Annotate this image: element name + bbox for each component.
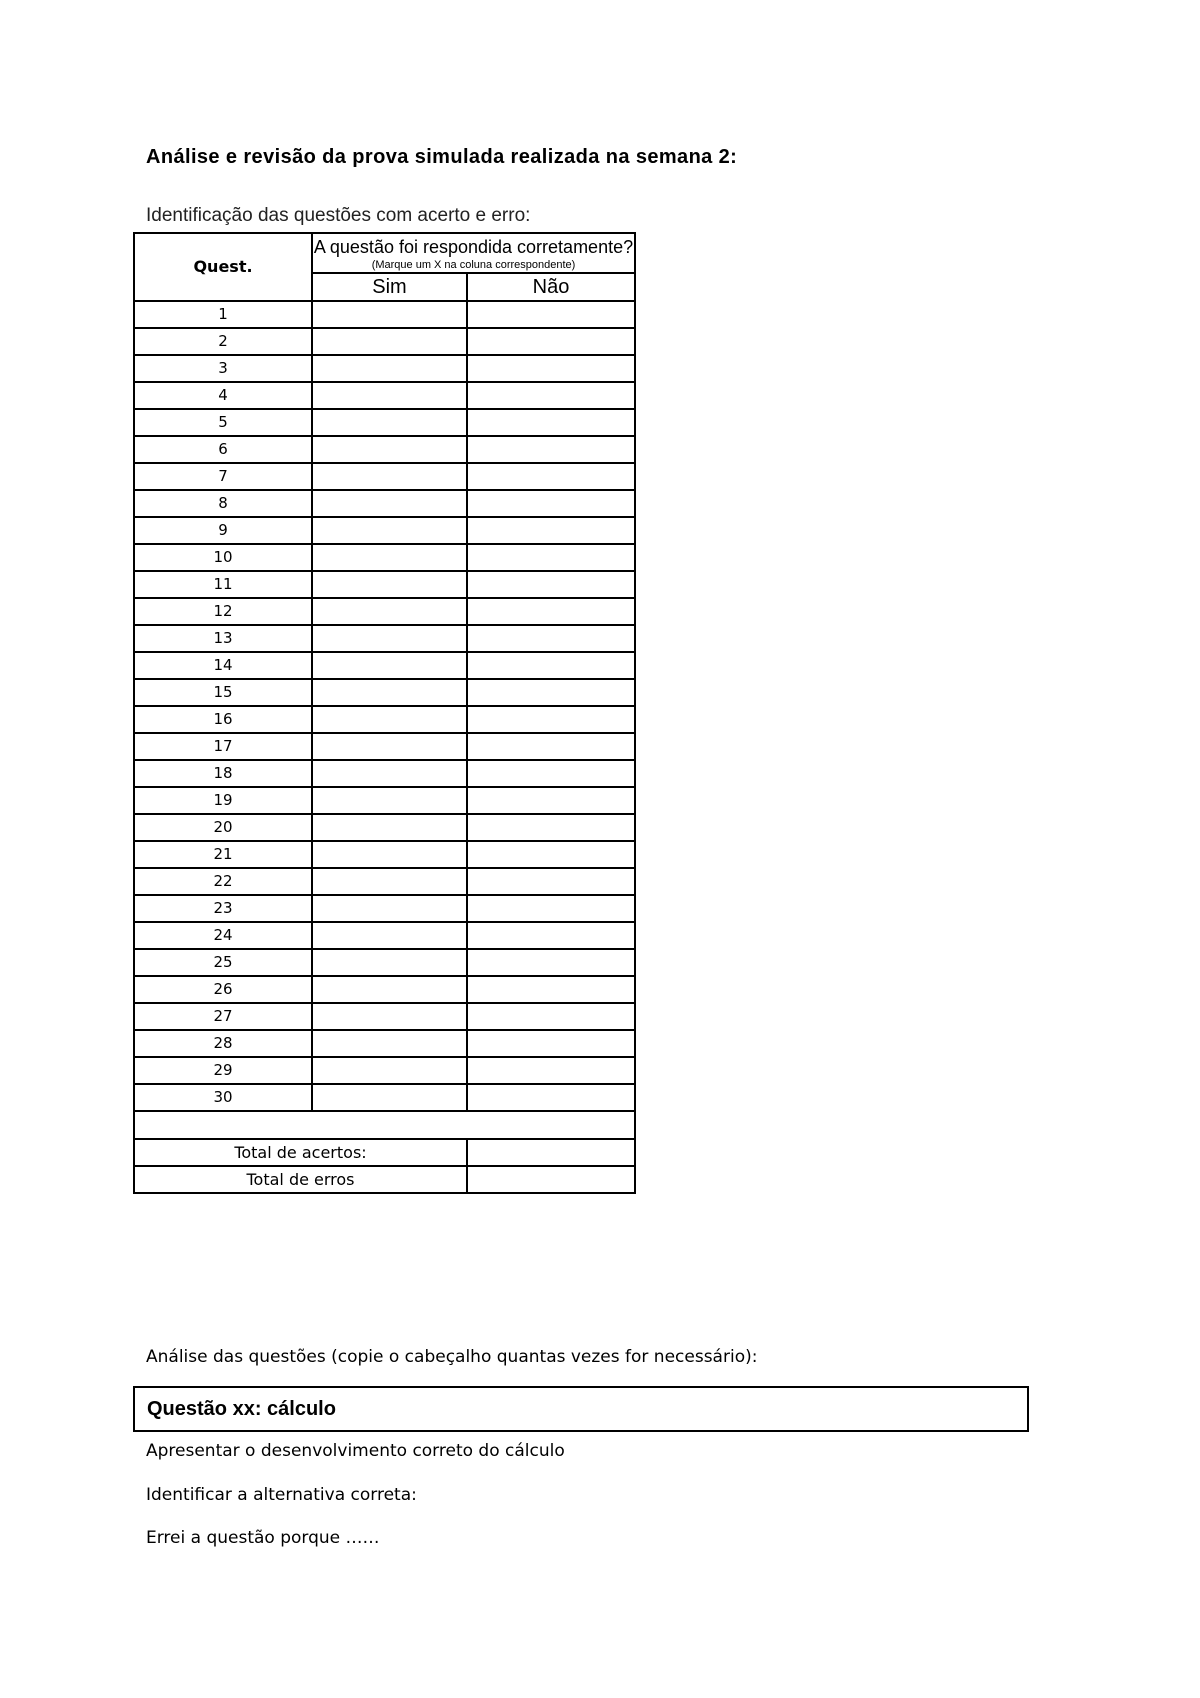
yes-cell[interactable] [312, 652, 467, 679]
table-row [134, 922, 635, 949]
yes-cell[interactable] [312, 814, 467, 841]
no-cell[interactable] [467, 706, 635, 733]
no-cell[interactable] [467, 436, 635, 463]
answered-correctly-question: A questão foi respondida corretamente? [313, 237, 634, 257]
no-cell[interactable] [467, 733, 635, 760]
table-row [134, 760, 635, 787]
question-number: 27 [134, 1003, 312, 1030]
yes-cell[interactable] [312, 1030, 467, 1057]
table-row [134, 409, 635, 436]
table-row [134, 976, 635, 1003]
table-row [134, 355, 635, 382]
yes-cell[interactable] [312, 382, 467, 409]
no-column-header: Não [467, 273, 635, 301]
question-number: 16 [134, 706, 312, 733]
no-cell[interactable] [467, 895, 635, 922]
question-header-box [133, 1386, 1029, 1432]
table-row [134, 328, 635, 355]
table-row [134, 625, 635, 652]
question-number: 8 [134, 490, 312, 517]
yes-cell[interactable] [312, 625, 467, 652]
yes-cell[interactable] [312, 328, 467, 355]
mark-x-note: (Marque um X na coluna correspondente) [371, 259, 576, 271]
total-errors-value-cell[interactable] [467, 1166, 635, 1193]
yes-cell[interactable] [312, 787, 467, 814]
no-cell[interactable] [467, 814, 635, 841]
no-cell[interactable] [467, 571, 635, 598]
question-number: 17 [134, 733, 312, 760]
table-subtitle: Identificação das questões com acerto e erro: [146, 205, 531, 226]
question-number: 19 [134, 787, 312, 814]
spacer-cell [134, 1111, 635, 1139]
no-cell[interactable] [467, 976, 635, 1003]
no-cell[interactable] [467, 517, 635, 544]
table-header-row [134, 233, 635, 273]
table-row [134, 895, 635, 922]
yes-cell[interactable] [312, 841, 467, 868]
no-cell[interactable] [467, 949, 635, 976]
question-number: 29 [134, 1057, 312, 1084]
question-title: Questão xx: cálculo [147, 1398, 336, 1420]
yes-cell[interactable] [312, 1084, 467, 1111]
question-number: 25 [134, 949, 312, 976]
question-number: 26 [134, 976, 312, 1003]
question-number: 10 [134, 544, 312, 571]
yes-cell[interactable] [312, 976, 467, 1003]
question-number: 30 [134, 1084, 312, 1111]
yes-cell[interactable] [312, 436, 467, 463]
quest-column-header: Quest. [134, 233, 312, 301]
table-row [134, 949, 635, 976]
question-number: 21 [134, 841, 312, 868]
answered-correctly-header [312, 233, 635, 273]
question-number: 2 [134, 328, 312, 355]
table-row [134, 841, 635, 868]
table-row [134, 1030, 635, 1057]
table-row [134, 436, 635, 463]
spacer-row [134, 1111, 635, 1139]
question-number: 22 [134, 868, 312, 895]
no-cell[interactable] [467, 1030, 635, 1057]
table-row [134, 733, 635, 760]
table-row [134, 706, 635, 733]
no-cell[interactable] [467, 355, 635, 382]
no-cell[interactable] [467, 1057, 635, 1084]
table-row [134, 787, 635, 814]
table-row [134, 301, 635, 328]
yes-cell[interactable] [312, 490, 467, 517]
no-cell[interactable] [467, 544, 635, 571]
error-reason-instruction: Errei a questão porque …… [146, 1528, 380, 1548]
table-row [134, 868, 635, 895]
yes-cell[interactable] [312, 949, 467, 976]
table-row [134, 679, 635, 706]
no-cell[interactable] [467, 463, 635, 490]
total-errors-label: Total de erros [134, 1166, 467, 1193]
table-row [134, 544, 635, 571]
question-number: 24 [134, 922, 312, 949]
yes-cell[interactable] [312, 463, 467, 490]
yes-cell[interactable] [312, 1003, 467, 1030]
table-row [134, 598, 635, 625]
yes-cell[interactable] [312, 355, 467, 382]
analysis-intro: Análise das questões (copie o cabeçalho quantas vezes for necessário): [146, 1347, 758, 1367]
question-number: 28 [134, 1030, 312, 1057]
answers-table [133, 232, 636, 1194]
yes-cell[interactable] [312, 679, 467, 706]
yes-cell[interactable] [312, 922, 467, 949]
table-row [134, 517, 635, 544]
table-row [134, 463, 635, 490]
calculation-instruction: Apresentar o desenvolvimento correto do cálculo [146, 1441, 565, 1461]
yes-cell[interactable] [312, 706, 467, 733]
question-number: 1 [134, 301, 312, 328]
question-number: 20 [134, 814, 312, 841]
yes-cell[interactable] [312, 598, 467, 625]
no-cell[interactable] [467, 490, 635, 517]
table-row [134, 1084, 635, 1111]
question-number: 23 [134, 895, 312, 922]
no-cell[interactable] [467, 382, 635, 409]
yes-cell[interactable] [312, 895, 467, 922]
yes-cell[interactable] [312, 544, 467, 571]
yes-cell[interactable] [312, 301, 467, 328]
no-cell[interactable] [467, 760, 635, 787]
question-number: 9 [134, 517, 312, 544]
yes-cell[interactable] [312, 868, 467, 895]
no-cell[interactable] [467, 625, 635, 652]
table-row [134, 652, 635, 679]
no-cell[interactable] [467, 328, 635, 355]
yes-cell[interactable] [312, 409, 467, 436]
no-cell[interactable] [467, 787, 635, 814]
question-number: 11 [134, 571, 312, 598]
total-errors-row [134, 1166, 635, 1193]
no-cell[interactable] [467, 1003, 635, 1030]
page-title: Análise e revisão da prova simulada realizada na semana 2: [146, 146, 738, 168]
total-correct-label: Total de acertos: [134, 1139, 467, 1166]
total-correct-value-cell[interactable] [467, 1139, 635, 1166]
no-cell[interactable] [467, 1084, 635, 1111]
no-cell[interactable] [467, 841, 635, 868]
correct-alternative-instruction: Identificar a alternativa correta: [146, 1485, 417, 1505]
question-number: 3 [134, 355, 312, 382]
question-number: 15 [134, 679, 312, 706]
question-number: 14 [134, 652, 312, 679]
question-number: 6 [134, 436, 312, 463]
yes-cell[interactable] [312, 571, 467, 598]
question-number: 12 [134, 598, 312, 625]
yes-cell[interactable] [312, 760, 467, 787]
yes-cell[interactable] [312, 733, 467, 760]
table-row [134, 1003, 635, 1030]
no-cell[interactable] [467, 679, 635, 706]
no-cell[interactable] [467, 868, 635, 895]
question-number: 4 [134, 382, 312, 409]
table-row [134, 382, 635, 409]
total-correct-row [134, 1139, 635, 1166]
no-cell[interactable] [467, 598, 635, 625]
no-cell[interactable] [467, 922, 635, 949]
yes-cell[interactable] [312, 1057, 467, 1084]
question-number: 7 [134, 463, 312, 490]
table-row [134, 490, 635, 517]
table-row [134, 571, 635, 598]
yes-cell[interactable] [312, 517, 467, 544]
table-row [134, 1057, 635, 1084]
no-cell[interactable] [467, 301, 635, 328]
question-number: 13 [134, 625, 312, 652]
table-row [134, 814, 635, 841]
no-cell[interactable] [467, 409, 635, 436]
yes-column-header: Sim [312, 273, 467, 301]
question-number: 18 [134, 760, 312, 787]
question-number: 5 [134, 409, 312, 436]
no-cell[interactable] [467, 652, 635, 679]
